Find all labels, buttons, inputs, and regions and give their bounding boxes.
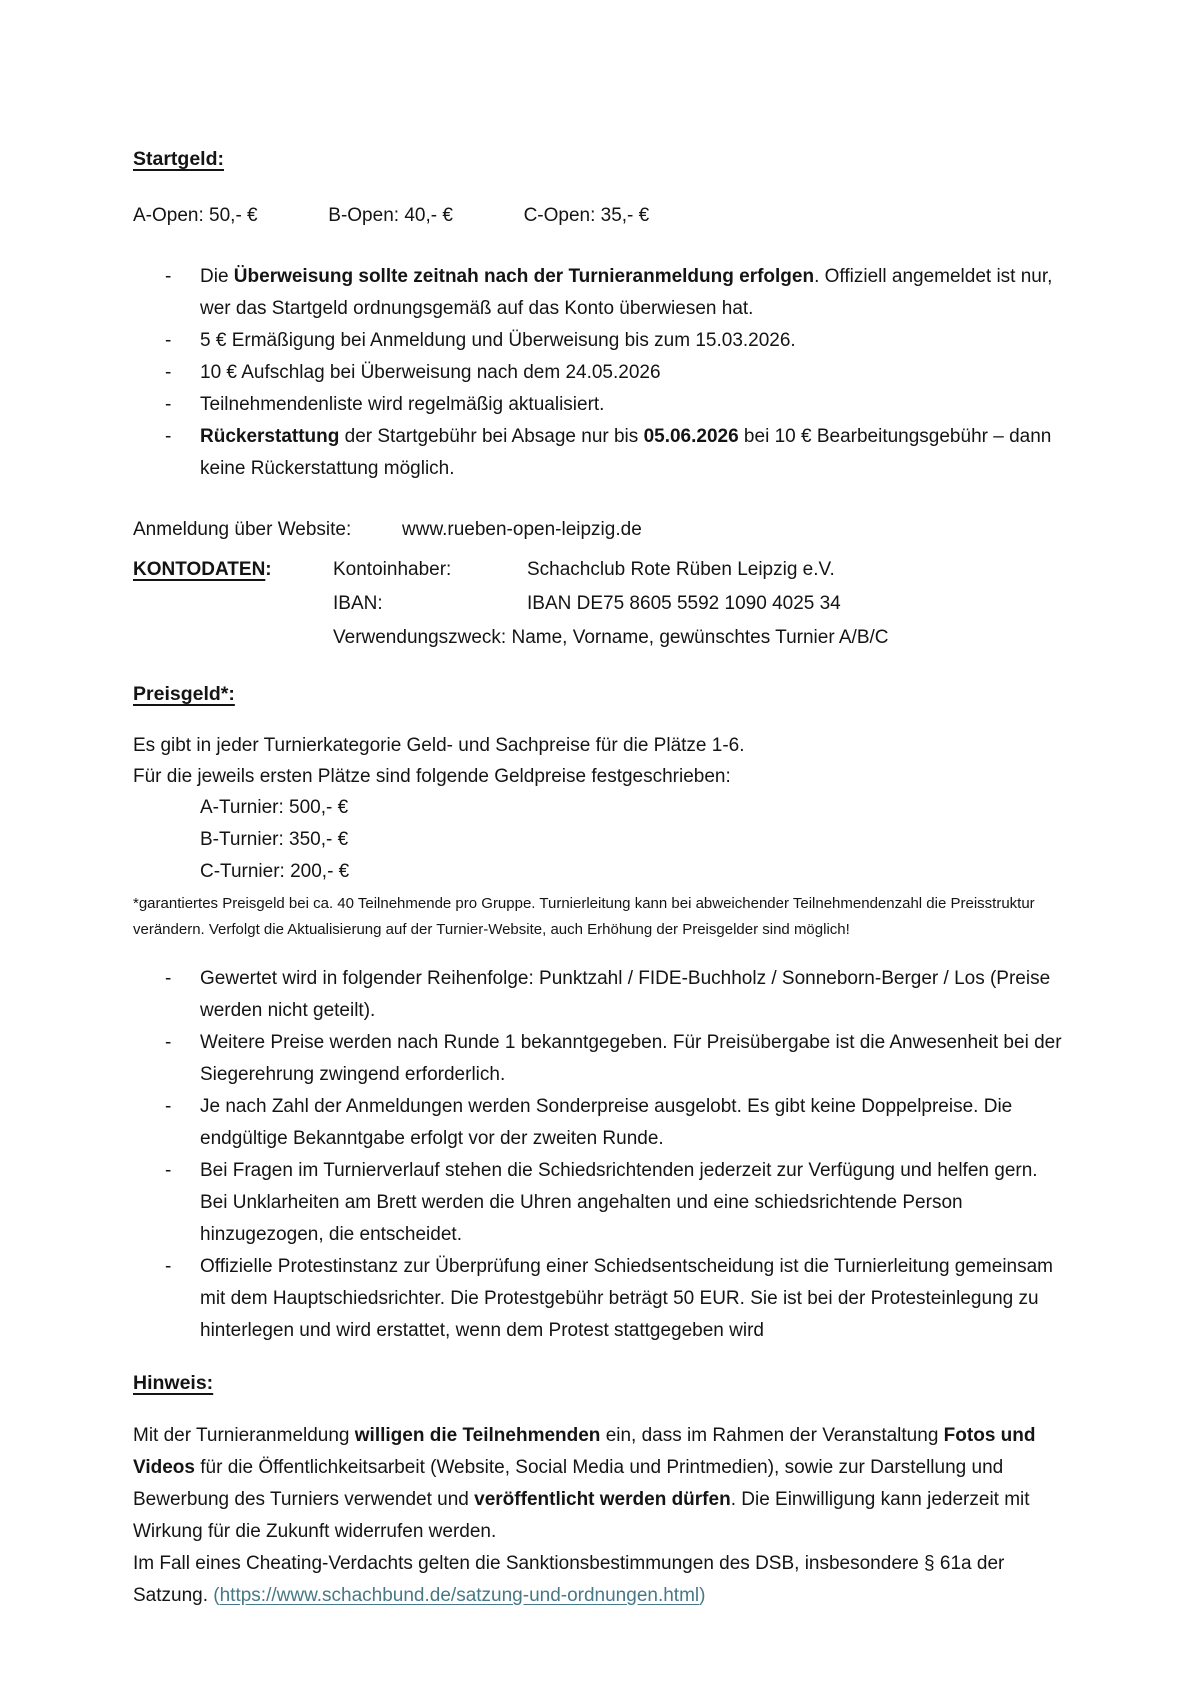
bank-details-block: [133, 553, 1065, 655]
text-run: Gewertet wird in folgender Reihenfolge: Punktzahl / FIDE-Buchholz / Sonneborn-Berger / Los (Preise werden nicht geteilt).: [200, 968, 1051, 1021]
bullet-dash: -: [165, 394, 172, 415]
bullet-dash: -: [165, 1032, 172, 1053]
spacer-cell: [133, 621, 333, 655]
fee-b-open: B-Open: 40,- €: [328, 205, 453, 226]
text-run: bei 10 € Bearbeitungsgebühr – dann keine Rückerstattung möglich.: [200, 426, 1052, 479]
text-run: Bei Fragen im Turnierverlauf stehen die Schiedsrichtenden jederzeit zur Verfügung und helfen gern. Bei Unklarheiten am Brett werden die Uhren angehalten und eine schiedsrichtende Person hinzugezogen, die entscheidet.: [200, 1160, 1038, 1245]
bank-details-row: [133, 621, 1065, 655]
list-item: [133, 1091, 1065, 1155]
text-run: Fotos und Videos: [133, 1425, 1036, 1478]
text-run: Je nach Zahl der Anmeldungen werden Sonderpreise ausgelobt. Es gibt keine Doppelpreise. Die endgültige Bekanntgabe erfolgt vor der zweiten Runde.: [200, 1096, 1013, 1149]
list-item: [133, 357, 1065, 389]
list-item: [133, 389, 1065, 421]
bank-details-heading: [133, 553, 333, 587]
text-run: ): [699, 1585, 706, 1606]
prize-intro: [133, 730, 1065, 792]
bullet-dash: -: [165, 1256, 172, 1277]
text-run: 5 € Ermäßigung bei Anmeldung und Überweisung bis zum 15.03.2026.: [200, 330, 796, 351]
text-run: . Die Einwilligung kann jederzeit mit Wirkung für die Zukunft widerrufen werden.: [133, 1489, 1030, 1542]
list-item-text: [200, 1091, 1065, 1155]
section-heading-hinweis-text: Hinweis:: [133, 1372, 214, 1394]
section-heading-startgeld-text: Startgeld:: [133, 148, 225, 170]
bullet-dash: -: [165, 330, 172, 351]
text-run: Die: [200, 266, 234, 287]
registration-website-label: Anmeldung über Website:: [133, 519, 352, 540]
text-run: Teilnehmendenliste wird regelmäßig aktualisiert.: [200, 394, 605, 415]
prize-list: [133, 792, 1065, 888]
text-run: willigen die Teilnehmenden: [354, 1425, 601, 1446]
bullet-dash: -: [165, 968, 172, 989]
cheating-paragraph: [133, 1548, 1065, 1612]
list-item-text: [200, 1251, 1065, 1347]
registration-website-url: www.rueben-open-leipzig.de: [402, 519, 642, 540]
text-run: Im Fall eines Cheating-Verdachts gelten die Sanktionsbestimmungen des DSB, insbesondere § 61a der Satzung.: [133, 1553, 1005, 1606]
text-run: Mit der Turnieranmeldung: [133, 1425, 355, 1446]
entry-fees-row: [133, 200, 1065, 232]
spacer-cell: [133, 587, 333, 621]
text-run: Rückerstattung: [200, 426, 340, 447]
section-heading-preisgeld: [133, 681, 1065, 707]
list-item-text: [200, 325, 1065, 357]
prize-intro-line: Für die jeweils ersten Plätze sind folgende Geldpreise festgeschrieben:: [133, 766, 731, 787]
text-run: für die Öffentlichkeitsarbeit (Website, Social Media und Printmedien), sowie zur Darstellung und Bewerbung des Turniers verwendet und: [133, 1457, 1004, 1510]
text-run: (: [213, 1585, 220, 1606]
bank-details-heading-text: KONTODATEN: [133, 559, 266, 580]
consent-paragraph: [133, 1420, 1065, 1548]
list-item: [133, 421, 1065, 485]
list-item: [133, 325, 1065, 357]
fee-a-open: A-Open: 50,- €: [133, 205, 258, 226]
bullet-dash: -: [165, 362, 172, 383]
prize-intro-line: Es gibt in jeder Turnierkategorie Geld- und Sachpreise für die Plätze 1-6.: [133, 735, 745, 756]
list-item-text: [200, 1155, 1065, 1251]
registration-website-row: [133, 514, 1065, 546]
text-run: 10 € Aufschlag bei Überweisung nach dem 24.05.2026: [200, 362, 661, 383]
bullet-dash: -: [165, 266, 172, 287]
text-run: Weitere Preise werden nach Runde 1 bekanntgegeben. Für Preisübergabe ist die Anwesenheit bei der Siegerehrung zwingend erforderlich.: [200, 1032, 1062, 1085]
prize-c-turnier: C-Turnier: 200,- €: [200, 861, 350, 882]
section-heading-hinweis: [133, 1370, 1065, 1396]
text-run: . Offiziell angemeldet ist nur, wer das Startgeld ordnungsgemäß auf das Konto überwiesen hat.: [200, 266, 1053, 319]
external-link[interactable]: https://www.schachbund.de/satzung-und-ordnungen.html: [219, 1585, 700, 1606]
account-holder-label: Kontoinhaber:: [333, 559, 452, 580]
bank-details-row: [133, 587, 1065, 621]
bullet-dash: -: [165, 426, 172, 447]
list-item-text: [200, 261, 1065, 325]
fee-c-open: C-Open: 35,- €: [523, 205, 650, 226]
section-heading-preisgeld-text: Preisgeld*:: [133, 683, 235, 705]
bullet-dash: -: [165, 1096, 172, 1117]
list-item: [133, 1027, 1065, 1091]
list-item: [133, 1155, 1065, 1251]
payment-reference: Verwendungszweck: Name, Vorname, gewünschtes Turnier A/B/C: [333, 627, 889, 648]
list-item-text: [200, 389, 1065, 421]
prize-footnote: *garantiertes Preisgeld bei ca. 40 Teilnehmende pro Gruppe. Turnierleitung kann bei abweichender Teilnehmendenzahl die Preisstruktur verändern. Verfolgt die Aktualisierung auf der Turnier-Website, auch Erhöhung der Preisgelder sind möglich!: [133, 895, 1035, 938]
bank-details-heading-colon: :: [265, 559, 272, 580]
prize-b-turnier: B-Turnier: 350,- €: [200, 829, 349, 850]
prize-a-turnier: A-Turnier: 500,- €: [200, 797, 349, 818]
list-item: [133, 963, 1065, 1027]
text-run: ein, dass im Rahmen der Veranstaltung: [600, 1425, 944, 1446]
list-item: [133, 1251, 1065, 1347]
list-item-text: [200, 1027, 1065, 1091]
text-run: 05.06.2026: [643, 426, 739, 447]
text-run: der Startgebühr bei Absage nur bis: [339, 426, 644, 447]
list-item-text: [200, 963, 1065, 1027]
iban-value: IBAN DE75 8605 5592 1090 4025 34: [527, 593, 841, 614]
iban-label: IBAN:: [333, 593, 383, 614]
text-run: Überweisung sollte zeitnah nach der Turnieranmeldung erfolgen: [233, 266, 815, 287]
bank-details-row: [133, 553, 1065, 587]
bullet-dash: -: [165, 1160, 172, 1181]
text-run: Offizielle Protestinstanz zur Überprüfung einer Schiedsentscheidung ist die Turnierleitung gemeinsam mit dem Hauptschiedsrichter. Die Protestgebühr beträgt 50 EUR. Sie ist bei der Protesteinlegung zu hinterlegen und wird erstattet, wenn dem Protest stattgegeben wird: [200, 1256, 1053, 1341]
startgeld-bullet-list: [133, 261, 1065, 485]
list-item-text: [200, 421, 1065, 485]
text-run: veröffentlicht werden dürfen: [474, 1489, 731, 1510]
account-holder-value: Schachclub Rote Rüben Leipzig e.V.: [527, 559, 835, 580]
list-item-text: [200, 357, 1065, 389]
list-item: [133, 261, 1065, 325]
section-heading-startgeld: [133, 146, 1065, 172]
preisgeld-bullet-list: [133, 963, 1065, 1347]
